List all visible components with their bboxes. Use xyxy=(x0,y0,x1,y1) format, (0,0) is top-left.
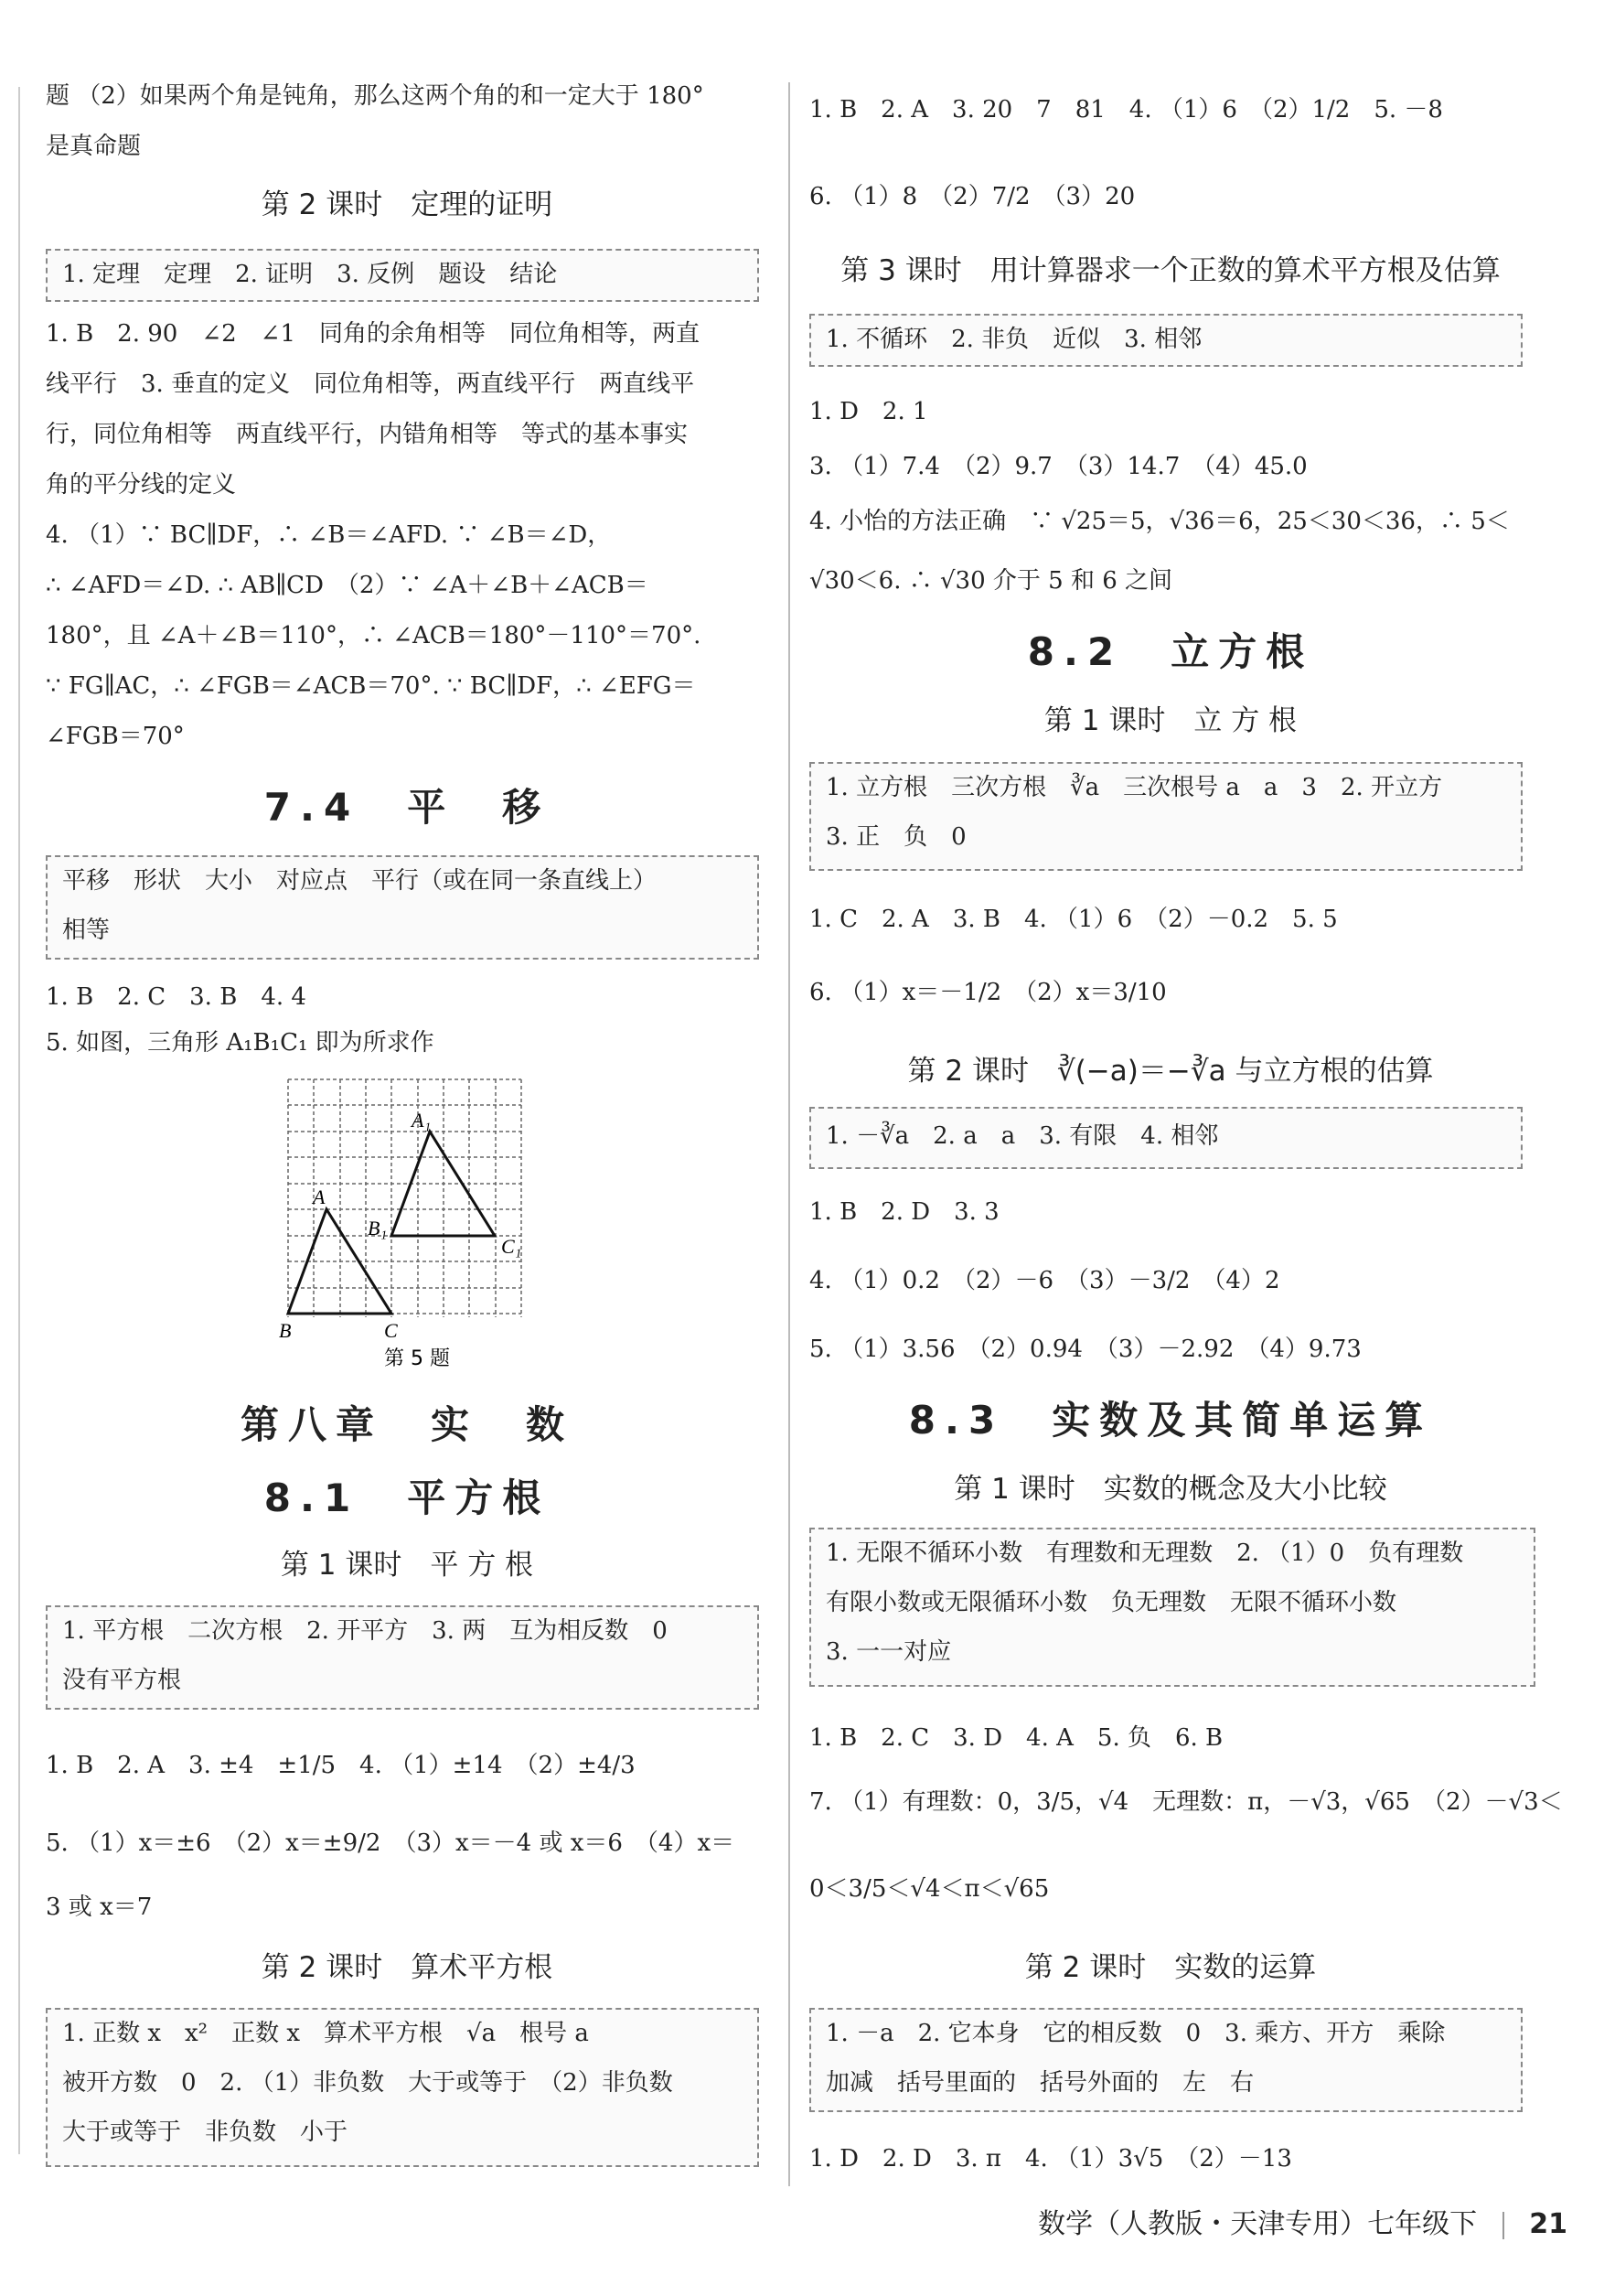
section-title: 第 2 课时 定理的证明 xyxy=(261,188,553,221)
text-line: 3 或 x＝7 xyxy=(46,1894,153,1921)
text-line: 5. （1）3.56 （2）0.94 （3）－2.92 （4）9.73 xyxy=(809,1336,1362,1363)
answer-box xyxy=(809,314,1523,367)
text-line: ∠FGB＝70° xyxy=(46,723,185,750)
section-heading: 8.2 立方根 xyxy=(1027,629,1314,674)
label-a: A xyxy=(313,1186,326,1208)
box-text: 1. 不循环 2. 非负 近似 3. 相邻 xyxy=(826,326,1203,353)
label-b: B xyxy=(279,1319,292,1342)
box-text: 1. 无限不循环小数 有理数和无理数 2. （1）0 负有理数 xyxy=(826,1540,1464,1567)
label-c: C xyxy=(384,1319,398,1342)
answer-box xyxy=(809,1107,1523,1169)
box-text: 3. 正 负 0 xyxy=(826,823,967,851)
text-line: 180°，且 ∠A＋∠B＝110°，∴ ∠ACB＝180°－110°＝70°. xyxy=(46,622,701,649)
text-line: 4. （1）∵ BC∥DF，∴ ∠B＝∠AFD. ∵ ∠B＝∠D， xyxy=(46,521,612,549)
text-line: 3. （1）7.4 （2）9.7 （3）14.7 （4）45.0 xyxy=(809,453,1308,480)
footer-subject: 数学（人教版・天津专用）七年级下 xyxy=(1038,2208,1478,2240)
section-title: 第 1 课时 实数的概念及大小比较 xyxy=(954,1473,1387,1506)
section-title: 第 2 课时 ∛(−a)＝−∛a 与立方根的估算 xyxy=(907,1055,1434,1088)
box-text: 1. －∛a 2. a a 3. 有限 4. 相邻 xyxy=(826,1122,1219,1150)
section-title: 第 2 课时 实数的运算 xyxy=(1024,1951,1317,1984)
text-line: 7. （1）有理数：0，3/5，√4 无理数：π，－√3，√65 （2）－√3＜ xyxy=(809,1788,1563,1816)
text-line: ∵ FG∥AC，∴ ∠FGB＝∠ACB＝70°. ∵ BC∥DF，∴ ∠EFG＝ xyxy=(46,672,696,700)
section-title: 第 1 课时 立 方 根 xyxy=(1043,704,1298,737)
section-title: 第 2 课时 算术平方根 xyxy=(261,1951,553,1984)
box-text: 被开方数 0 2. （1）非负数 大于或等于 （2）非负数 xyxy=(62,2069,673,2097)
box-text: 平移 形状 大小 对应点 平行（或在同一条直线上） xyxy=(62,867,658,895)
box-text: 1. 平方根 二次方根 2. 开平方 3. 两 互为相反数 0 xyxy=(62,1617,668,1645)
page-footer xyxy=(1038,2201,1567,2241)
answer-box xyxy=(46,1605,759,1710)
text-line: 1. D 2. 1 xyxy=(809,398,928,425)
label-b1: B₁ xyxy=(368,1217,388,1239)
section-heading: 8.1 平方根 xyxy=(263,1475,551,1520)
text-line: 5. 如图，三角形 A₁B₁C₁ 即为所求作 xyxy=(46,1029,434,1057)
box-text: 1. －a 2. 它本身 它的相反数 0 3. 乘方、开方 乘除 xyxy=(826,2020,1446,2047)
section-title: 第 1 课时 平 方 根 xyxy=(280,1549,534,1582)
figure-caption: 第 5 题 xyxy=(384,1347,450,1370)
text-line: 4. （1）0.2 （2）－6 （3）－3/2 （4）2 xyxy=(809,1267,1280,1294)
text-line: 1. B 2. D 3. 3 xyxy=(809,1198,1000,1226)
text-line: 1. B 2. C 3. B 4. 4 xyxy=(46,983,306,1011)
answer-box xyxy=(46,855,759,960)
text-line: 0＜3/5＜√4＜π＜√65 xyxy=(809,1875,1050,1903)
answer-box xyxy=(809,762,1523,871)
text-line: 题 （2）如果两个角是钝角，那么这两个角的和一定大于 180° xyxy=(46,82,704,110)
answer-box xyxy=(809,1528,1535,1687)
text-line: 5. （1）x＝±6 （2）x＝±9/2 （3）x＝－4 或 x＝6 （4）x＝ xyxy=(46,1829,735,1857)
chapter-title: 第八章 实 数 xyxy=(240,1402,573,1447)
box-text: 1. 立方根 三次方根 ∛a 三次根号 a a 3 2. 开立方 xyxy=(826,774,1443,801)
column-divider xyxy=(788,82,790,2186)
text-line: ∴ ∠AFD＝∠D. ∴ AB∥CD （2）∵ ∠A＋∠B＋∠ACB＝ xyxy=(46,572,648,599)
box-text: 1. 定理 定理 2. 证明 3. 反例 题设 结论 xyxy=(62,261,558,288)
text-line: 1. B 2. C 3. D 4. A 5. 负 6. B xyxy=(809,1724,1224,1752)
text-line: 行，同位角相等 两直线平行，内错角相等 等式的基本事实 xyxy=(46,421,689,448)
page-number: 21 xyxy=(1529,2208,1567,2240)
box-text: 有限小数或无限循环小数 负无理数 无限不循环小数 xyxy=(826,1589,1397,1616)
answer-box xyxy=(46,2008,759,2167)
text-line: 1. B 2. 90 ∠2 ∠1 同角的余角相等 同位角相等，两直 xyxy=(46,320,700,348)
text-line: 1. D 2. D 3. π 4. （1）3√5 （2）－13 xyxy=(809,2145,1292,2173)
footer-divider xyxy=(1502,2212,1504,2239)
text-line: 线平行 3. 垂直的定义 同位角相等，两直线平行 两直线平 xyxy=(46,370,695,398)
translation-figure xyxy=(279,1070,558,1372)
answer-box xyxy=(809,2008,1523,2112)
text-line: 1. B 2. A 3. 20 7 81 4. （1）6 （2）1/2 5. －8 xyxy=(809,96,1443,123)
text-line: √30＜6. ∴ √30 介于 5 和 6 之间 xyxy=(809,567,1173,595)
left-margin-rule xyxy=(18,87,20,2154)
box-text: 大于或等于 非负数 小于 xyxy=(62,2119,348,2146)
box-text: 加减 括号里面的 括号外面的 左 右 xyxy=(826,2069,1255,2097)
text-line: 角的平分线的定义 xyxy=(46,471,237,499)
box-text: 1. 正数 x x² 正数 x 算术平方根 √a 根号 a xyxy=(62,2020,589,2047)
text-line: 1. C 2. A 3. B 4. （1）6 （2）－0.2 5. 5 xyxy=(809,906,1338,933)
section-heading: 7.4 平 移 xyxy=(263,785,551,830)
text-line: 6. （1）x＝－1/2 （2）x＝3/10 xyxy=(809,979,1167,1006)
box-text: 没有平方根 xyxy=(62,1667,182,1694)
section-heading: 8.3 实数及其简单运算 xyxy=(908,1398,1433,1443)
label-c1: C₁ xyxy=(501,1235,522,1258)
box-text: 3. 一一对应 xyxy=(826,1638,952,1666)
box-text: 相等 xyxy=(62,917,111,944)
text-line: 1. B 2. A 3. ±4 ±1/5 4. （1）±14 （2）±4/3 xyxy=(46,1752,636,1779)
label-a1: A₁ xyxy=(412,1109,432,1132)
answer-box xyxy=(46,249,759,302)
text-line: 6. （1）8 （2）7/2 （3）20 xyxy=(809,183,1136,210)
text-line: 4. 小怡的方法正确 ∵ √25＝5，√36＝6，25＜30＜36，∴ 5＜ xyxy=(809,508,1510,535)
text-line: 是真命题 xyxy=(46,133,142,160)
section-title: 第 3 课时 用计算器求一个正数的算术平方根及估算 xyxy=(840,254,1501,287)
